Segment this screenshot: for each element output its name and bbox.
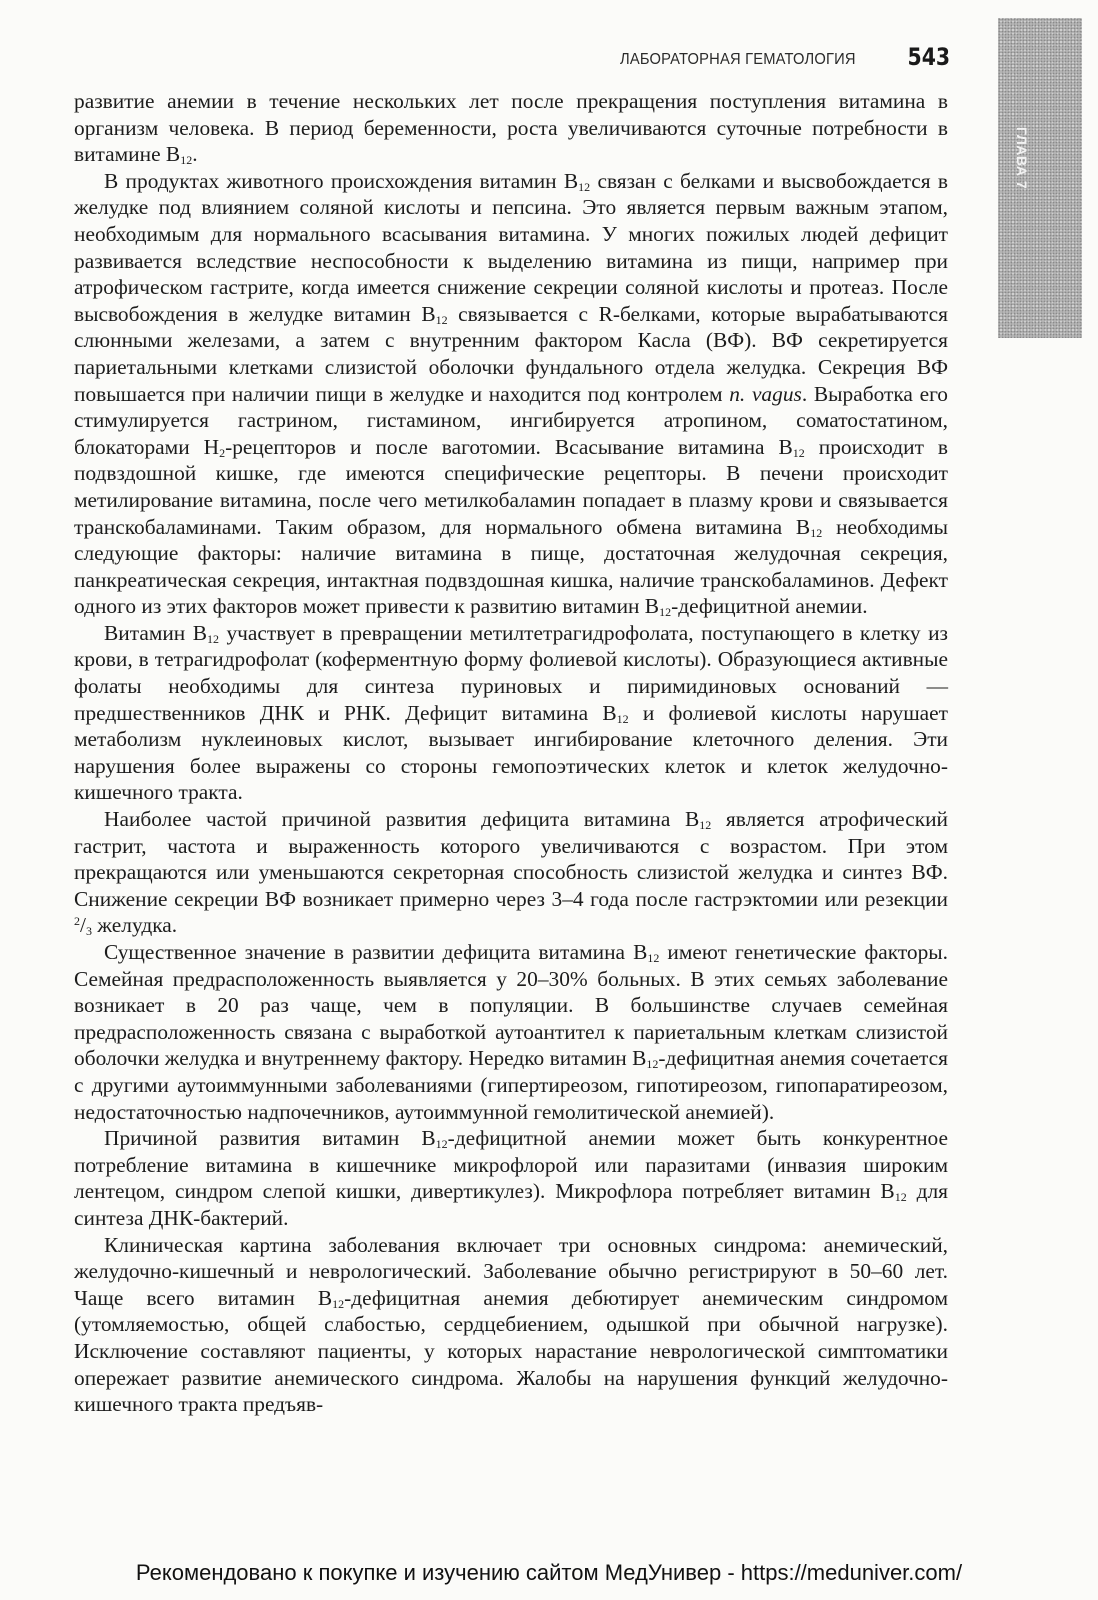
chapter-tab — [998, 18, 1082, 338]
paragraph — [74, 1125, 948, 1231]
text-run: Существенное значение в развитии дефицита витамина B — [104, 940, 648, 964]
subscript: 12 — [435, 312, 448, 327]
text-run: связывается с R-белками, которые вырабатываются слюнными железами, а затем с внутренним фактором Касла (ВФ). ВФ секретируется париетальными клетками слизистой оболочки фундального отдела желудка. Секреция ВФ повышается при наличии пищи в желудке и находится под контролем — [74, 301, 948, 406]
subscript: 3 — [85, 924, 92, 939]
paragraph — [74, 168, 948, 620]
text-run: -дефицитной анемии. — [671, 594, 868, 619]
paragraph — [74, 1232, 948, 1418]
subscript: 2 — [219, 445, 226, 460]
text-run: . Выработка его стимулируется гастрином, гистамином, ингибируется атропином, соматостатином, блокаторами H — [74, 381, 949, 459]
chapter-tab-label: ГЛАВА 7 — [1014, 126, 1030, 190]
running-header — [620, 43, 950, 79]
text-run: -дефицитной анемии может быть конкурентное потребление витамина в кишечнике микрофлорой или паразитами (инвазия широким лентецом, синдром слепой кишки, дивертикулез). Микрофлора потребляет витамин B — [74, 1126, 948, 1204]
subscript: 12 — [699, 818, 712, 833]
text-run: имеют генетические факторы. Семейная предрасположенность выявляется у 20–30% больных. В этих семьях заболевание возникает в 20 раз чаще, чем в популяции. В большинстве случаев семейная предрасположенность связана с выработкой аутоантител к париетальным клеткам слизистой оболочки желудка и внутреннему фактору. Нередко витамин B — [74, 940, 948, 1071]
subscript: 12 — [435, 1137, 448, 1152]
paragraph — [74, 620, 948, 806]
page-number: 543 — [907, 43, 950, 71]
text-run: В продуктах животного происхождения витамин B — [104, 168, 579, 193]
subscript: 12 — [646, 1057, 659, 1072]
text-run: . — [192, 142, 198, 167]
subscript: 12 — [207, 631, 219, 646]
text-run: Витамин B — [104, 620, 207, 645]
paragraph — [74, 88, 948, 168]
text-run: происходит в подвздошной кишке, где имеются специфические рецепторы. В печени происходит метилирование витамина, после чего метилкобаламин попадает в плазму крови и связывается транскобаламинами. Таким образом, для нормального обмена витамина B — [74, 434, 949, 539]
text-run: и фолиевой кислоты нарушает метаболизм нуклеиновых кислот, вызывает ингибирование клеточного деления. Эти нарушения более выражены со стороны гемопоэтических клеток и клеток желудочно-кишечного тракта. — [74, 700, 948, 805]
text-run: развитие анемии в течение нескольких лет после прекращения поступления витамина в организм человека. В период беременности, роста увеличиваются суточные потребности в витамине B — [74, 89, 948, 167]
text-run: желудка. — [91, 913, 178, 938]
subscript: 12 — [894, 1190, 907, 1205]
subscript: 12 — [659, 605, 672, 620]
paragraph — [74, 939, 948, 1125]
text-run: Причиной развития витамин B — [104, 1126, 436, 1151]
text-run: -рецепторов и после ваготомии. Всасывание витамина B — [225, 434, 793, 459]
body-text — [74, 88, 948, 1418]
text-run: является атрофический гастрит, частота и выраженность которого увеличиваются с возрастом. При этом прекращаются или уменьшаются секреторная способность слизистой желудка и синтез ВФ. Снижение секреции ВФ возникает примерно через 3–4 года после гастрэктомии или резекции — [74, 807, 948, 911]
text-run: Наиболее частой причиной развития дефицита витамина B — [104, 807, 700, 832]
text-run: участвует в превращении метилтетрагидрофолата, поступающего в клетку из крови, в тетрагидрофолат (коферментную форму фолиевой кислоты). Образующиеся активные фолаты необходимы для синтеза пуриновых и пиримидиновых оснований — предшественников ДНК и РНК. Дефицит витамина B — [74, 620, 948, 725]
text-run: связан с белками и высвобождается в желудке под влиянием соляной кислоты и пепсина. Это является первым важным этапом, необходимым для нормального всасывания витамина. У многих пожилых людей дефицит развивается вследствие неспособности к выделению витамина из пищи, например при атрофическом гастрите, когда имеется снижение секреции соляной кислоты и протеаз. После высвобождения в желудке витамин B — [74, 168, 948, 326]
subscript: 12 — [180, 153, 193, 168]
paragraph — [74, 806, 948, 939]
italic-term: n. vagus — [729, 381, 802, 406]
section-title: ЛАБОРАТОРНАЯ ГЕМАТОЛОГИЯ — [620, 51, 856, 68]
subscript: 12 — [810, 525, 823, 540]
text-run: Клиническая картина заболевания включает три основных синдрома: анемический, желудочно-кишечный и неврологический. Заболевание обычно регистрируют в 50–60 лет. Чаще всего витамин B — [74, 1232, 948, 1310]
text-run: / — [80, 913, 86, 938]
text-run: необходимы следующие факторы: наличие витамина в пище, достаточная желудочная секреция, панкреатическая секреция, интактная подвздошная кишка, наличие транскобаламинов. Дефект одного из этих факторов может привести к развитию витамин B — [74, 514, 948, 619]
superscript: 2 — [74, 914, 80, 929]
footer-watermark: Рекомендовано к покупке и изучению сайтом МедУнивер - https://meduniver.com/ — [135, 1560, 963, 1585]
subscript: 12 — [792, 445, 805, 460]
subscript: 12 — [578, 179, 591, 194]
subscript: 12 — [647, 951, 660, 965]
text-run: -дефицитная анемия сочетается с другими аутоиммунными заболеваниями (гипертиреозом, гипотиреозом, гипопаратиреозом, недостаточностью надпочечников, аутоиммунной гемолитической анемией). — [74, 1046, 948, 1124]
text-run: -дефицитная анемия дебютирует анемическим синдромом (утомляемостью, общей слабостью, сердцебиением, одышкой при обычной нагрузке). Исключение составляют пациенты, у которых нарастание неврологической симптоматики опережает развитие анемического синдрома. Жалобы на нарушения функций желудочно-кишечного тракта предъяв- — [74, 1285, 948, 1417]
subscript: 12 — [616, 711, 629, 726]
text-run: для синтеза ДНК-бактерий. — [74, 1179, 948, 1230]
subscript: 12 — [332, 1296, 345, 1311]
